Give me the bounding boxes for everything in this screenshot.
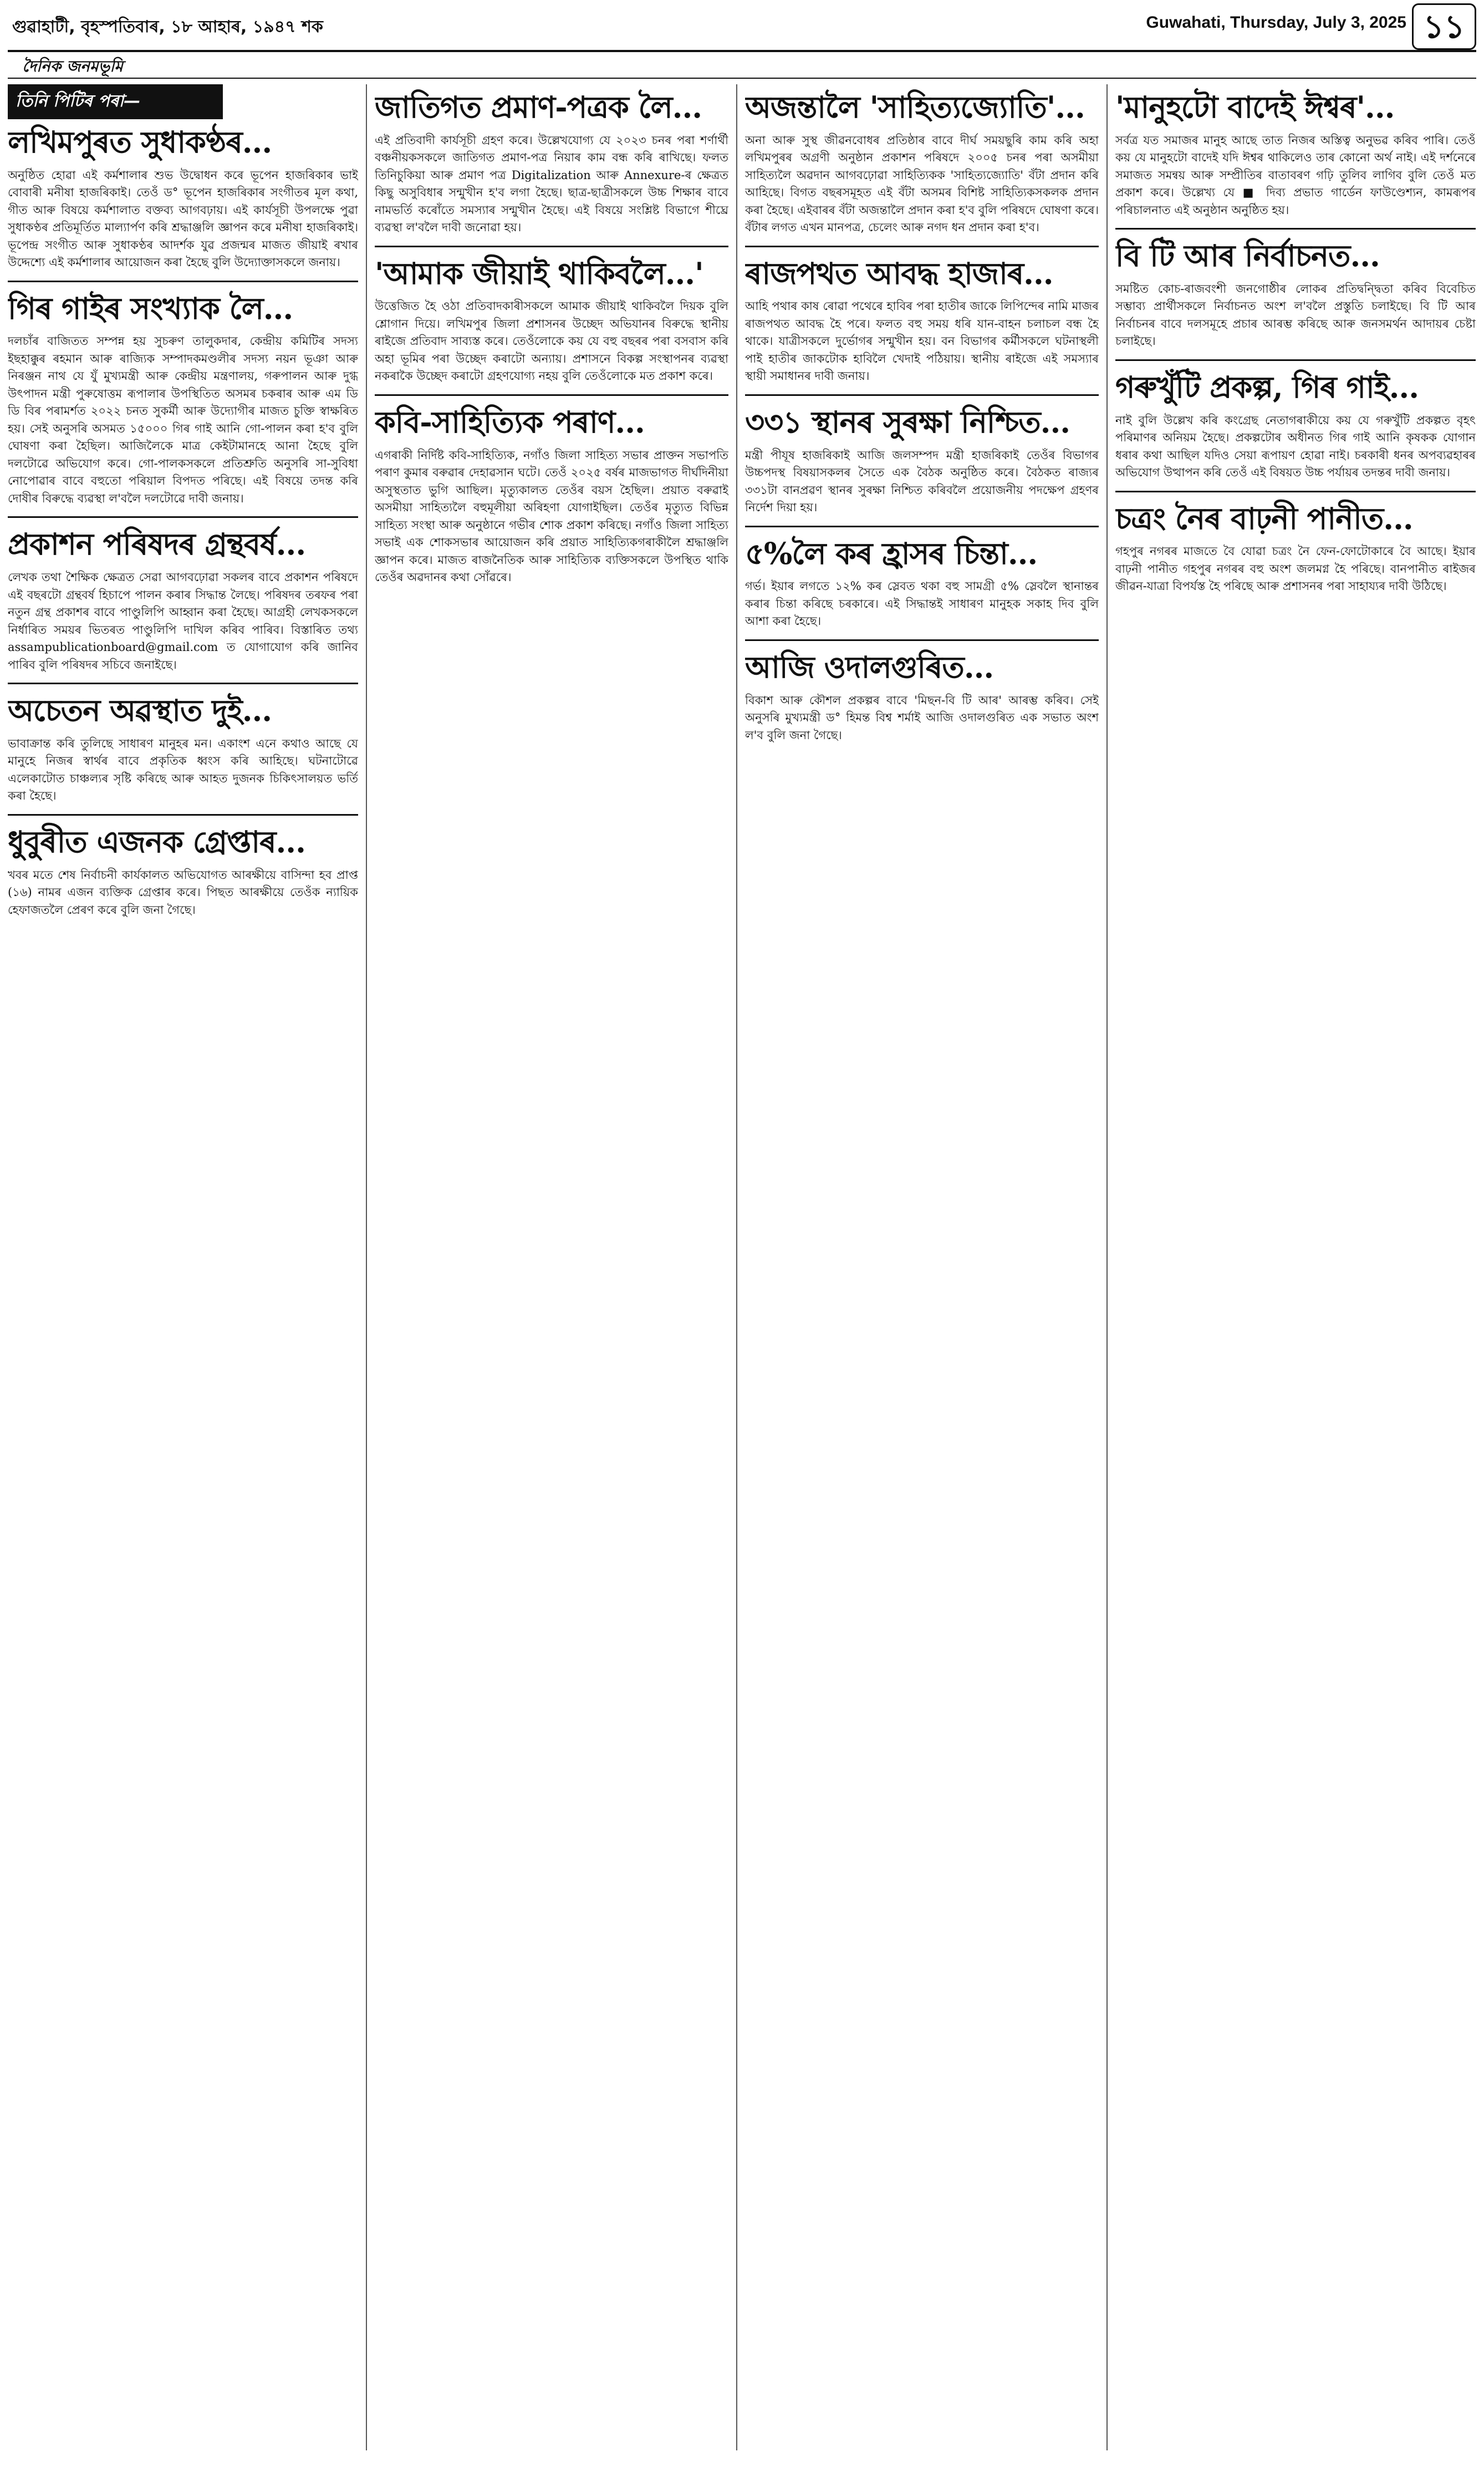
headline-sahityajyoti: অজন্তালৈ 'সাহিত্যজ্যোতি'... (745, 89, 1085, 125)
article-body-let-us-live: উত্তেজিত হৈ ওঠা প্ৰতিবাদকাৰীসকলে আমাক জীয়াই থাকিবলৈ দিয়ক বুলি শ্লোগান দিয়ে। লখিমপুৰ জিলা প্ৰশাসনৰ উচ্ছেদ অভিযানৰ বিৰুদ্ধে স্থানীয় ৰাইজে প্ৰতিবাদ সাব্যস্ত কৰে। তেওঁলোকে কয় যে বহু বছৰৰ পৰা বসবাস কৰি অহা ভূমিৰ পৰা উচ্ছেদ কৰাটো অন্যায়। প্ৰশাসনে বিকল্প সংস্থাপনৰ ব্যৱস্থা নকৰাকৈ উচ্ছেদ কৰাটো গ্ৰহণযোগ্য নহয় বুলি তেওঁলোকে মত প্ৰকাশ কৰে। (375, 299, 728, 383)
article-body-publication-board: লেখক তথা শৈক্ষিক ক্ষেত্ৰত সেৱা আগবঢ়োৱা সকলৰ বাবে প্ৰকাশন পৰিষদে এই বছৰটো গ্ৰন্থবৰ্ষ হিচাপে পালন কৰাৰ সিদ্ধান্ত লৈছে। পৰিষদৰ তৰফৰ পৰা নতুন গ্ৰন্থ প্ৰকাশৰ বাবে পাণ্ডুলিপি আহ্বান কৰা হৈছে। আগ্ৰহী লেখকসকলে নিৰ্ধাৰিত সময়ৰ ভিতৰত পাণ্ডুলিপি দাখিল কৰিব পাৰিব। বিস্তাৰিত তথ্য assampublicationboard@gmail.com ত যোগাযোগ কৰি জানিব পাৰিব বুলি পৰিষদৰ সচিবে জনাইছে। (8, 571, 358, 672)
article-body-331-sites: মন্ত্ৰী পীযূষ হাজৰিকাই আজি জলসম্পদ মন্ত্ৰী হাজৰিকাই তেওঁৰ বিভাগৰ উচ্চপদস্থ বিষয়াসকলৰ সৈতে এক বৈঠক অনুষ্ঠিত কৰে। বৈঠকত ৰাজ্যৰ ৩৩১টা বানপ্ৰৱণ স্থানৰ সুৰক্ষা নিশ্চিত কৰিবলৈ প্ৰয়োজনীয় পদক্ষেপ গ্ৰহণৰ নিৰ্দেশ দিয়া হয়। (745, 448, 1099, 515)
article-body-poet-paran: এগৰাকী নিৰ্দিষ্ট কবি-সাহিত্যিক, নগাঁও জিলা সাহিত্য সভাৰ প্ৰাক্তন সভাপতি পৰাণ কুমাৰ বৰুৱাৰ দেহাৱসান ঘটে। তেওঁ ২০২৫ বৰ্ষৰ মাজভাগত দীৰ্ঘদিনীয়া অসুস্থতাত ভুগি আছিল। মৃত্যুকালত তেওঁৰ বয়স হৈছিল। প্ৰয়াত বৰুৱাই অসমীয়া সাহিত্যলৈ বহুমূলীয়া অৰিহণা যোগাইছিল। তেওঁৰ মৃত্যুত বিভিন্ন সাহিত্য সংস্থা আৰু অনুষ্ঠানে গভীৰ শোক প্ৰকাশ কৰিছে। নগাঁও জিলা সাহিত্য সভাই এক শোকসভাৰ আয়োজন কৰি প্ৰয়াত সাহিত্যিকগৰাকীলৈ শ্ৰদ্ধাঞ্জলি জ্ঞাপন কৰে। মাজত ৰাজনৈতিক আৰু সাহিত্যিক ব্যক্তিসকলে উপস্থিত থাকি তেওঁৰ অৱদানৰ কথা সোঁৱৰে। (375, 448, 728, 584)
headline-human-over-god: 'মানুহটো বাদেই ঈশ্বৰ'... (1115, 89, 1395, 125)
column-1 (8, 84, 358, 2450)
column-divider (736, 84, 737, 2450)
headline-poet-paran: কবি-সাহিত্যিক পৰাণ... (375, 404, 645, 440)
headline-gir-cows-count: গিৰ গাইৰ সংখ্যাক লৈ... (8, 290, 293, 326)
article-body-btr-election: সমষ্টিত কোচ-ৰাজবংশী জনগোষ্ঠীৰ লোকৰ প্ৰতিদ্বন্দ্বিতা কৰিব বিবেচিত সম্ভাব্য প্ৰাৰ্থীসকলে নিৰ্বাচনত অংশ ল'বলৈ প্ৰস্তুতি চলাইছে। বি টি আৰ নিৰ্বাচনৰ বাবে দলসমূহে প্ৰচাৰ আৰম্ভ কৰিছে আৰু জনসমৰ্থন আদায়ৰ চেষ্টা চলাইছে। (1115, 282, 1476, 348)
article-body-udalguri-today: বিকাশ আৰু কৌশল প্ৰকল্পৰ বাবে 'মিছন-বি টি আৰ' আৰম্ভ কৰিব। সেই অনুসৰি মুখ্যমন্ত্ৰী ড° হিমন্ত বিশ্ব শৰ্মাই আজি ওদালগুৰিত এক সভাত অংশ ল'ব বুলি জনা গৈছে। (745, 693, 1099, 742)
headline-udalguri-today: আজি ওদালগুৰিত... (745, 649, 994, 685)
article-body-two-unconscious: ভাবাক্ৰান্ত কৰি তুলিছে সাধাৰণ মানুহৰ মন। একাংশ এনে কথাও আছে যে মানুহে নিজৰ স্বাৰ্থৰ বাবে প্ৰকৃতিক ধ্বংস কৰি আহিছে। ঘটনাটোৱে এলেকাটোত চাঞ্চল্যৰ সৃষ্টি কৰিছে আৰু আহত দুজনক চিকিৎসালয়ত ভৰ্তি কৰা হৈছে। (8, 736, 358, 803)
headline-tax-cut: ৫%লৈ কৰ হ্ৰাসৰ চিন্তা... (745, 535, 1038, 571)
headline-331-sites: ৩৩১ স্থানৰ সুৰক্ষা নিশ্চিত... (745, 404, 1070, 440)
article-body-human-over-god: সৰ্বত্ৰ যত সমাজৰ মানুহ আছে তাত নিজৰ অস্তিত্ব অনুভৱ কৰিব পাৰি। তেওঁ কয় যে মানুহটো বাদেই যদি ঈশ্বৰ থাকিলেও তাৰ কোনো অৰ্থ নাই। এই দৰ্শনেৰে সমাজত সমন্বয় আৰু সম্প্ৰীতিৰ বাতাবৰণ গঢ়ি তুলিব লাগিব বুলি তেওঁ মত প্ৰকাশ কৰে। উল্লেখ্য যে ■ দিব্য প্ৰভাত গাৰ্ডেন ফাউণ্ডেশ্যন, কামৰূপৰ পৰিচালনাত এই অনুষ্ঠান অনুষ্ঠিত হয়। (1115, 133, 1476, 217)
headline-highway-stranded: ৰাজপথত আবদ্ধ হাজাৰ... (745, 255, 1053, 291)
masthead-date-assamese: গুৱাহাটী, বৃহস্পতিবাৰ, ১৮ আহাৰ, ১৯৪৭ শক (12, 17, 323, 37)
masthead-rule (8, 50, 1476, 52)
headline-chatrang-flood: চত্ৰং নৈৰ বাঢ়নী পানীত... (1115, 500, 1413, 536)
article-body-garukhuti-project: নাই বুলি উল্লেখ কৰি কংগ্ৰেছ নেতাগৰাকীয়ে কয় যে গৰুখুঁটি প্ৰকল্পত বৃহৎ পৰিমাণৰ অনিয়ম হৈছে। প্ৰকল্পটোৰ অধীনত গিৰ গাই আনি কৃষকক যোগান ধৰাৰ কথা আছিল যদিও সেয়া ৰূপায়ণ হোৱা নাই। চৰকাৰী ধনৰ অপব্যৱহাৰৰ অভিযোগ উত্থাপন কৰি তেওঁ এই বিষয়ত উচ্চ পৰ্যায়ৰ তদন্তৰ দাবী জনায়। (1115, 413, 1476, 480)
article-body-caste-certificate: এই প্ৰতিবাদী কাৰ্যসূচী গ্ৰহণ কৰে। উল্লেখযোগ্য যে ২০২৩ চনৰ পৰা শৰ্ণাৰ্থী বঞ্চনীয়কসকলে জাতিগত প্ৰমাণ-পত্ৰ নিয়াৰ কাম বন্ধ কৰি ৰাখিছে। ফলত তিনিচুকিয়া আৰু প্ৰমাণ পত্ৰ Digitalization আৰু Annexure-ৰ ক্ষেত্ৰত কিছু অসুবিধাৰ সন্মুখীন হ'ব লগা হৈছে। ছাত্ৰ-ছাত্ৰীসকলে উচ্চ শিক্ষাৰ বাবে নামভৰ্তি কৰোঁতে সমস্যাৰ সন্মুখীন হৈছে। এই বিষয়ে সংশ্লিষ্ট বিভাগে শীঘ্ৰে ব্যৱস্থা ল'বলৈ দাবী জনোৱা হয়। (375, 133, 728, 235)
headline-garukhuti-project: গৰুখুঁটি প্ৰকল্প, গিৰ গাই... (1115, 369, 1419, 405)
headline-let-us-live: 'আমাক জীয়াই থাকিবলৈ...' (375, 255, 703, 291)
column-divider (1106, 84, 1108, 2450)
column-divider (366, 84, 367, 2450)
article-body-tax-cut: গৰ্ভ। ইয়াৰ লগতে ১২% কৰ স্লেবত থকা বহু সামগ্ৰী ৫% স্লেবলৈ স্থানান্তৰ কৰাৰ চিন্তা কৰিছে চৰকাৰে। এই সিদ্ধান্তই সাধাৰণ মানুহক সকাহ দিব বুলি আশা কৰা হৈছে। (745, 579, 1099, 628)
column-2 (375, 84, 728, 2450)
article-body-dhubri-arrest: খবৰ মতে শেষ নিৰ্বাচনী কাৰ্যকালত অভিযোগত আৰক্ষীয়ে বাসিন্দা হব প্ৰাপ্ত (১৬) নামৰ এজন ব্যক্তিক গ্ৰেপ্তাৰ কৰে। পিছত আৰক্ষীয়ে তেওঁক ন্যায়িক হেফাজতলৈ প্ৰেৰণ কৰে বুলি জনা গৈছে। (8, 868, 358, 917)
column-3 (745, 84, 1099, 2450)
masthead-date-english: Guwahati, Thursday, July 3, 2025 (1146, 13, 1406, 32)
article-body-gir-cows-count: দলচাঁৰ বাজিতত সম্পন্ন হয় সুচৰুণ তালুকদাৰ, কেন্দ্ৰীয় কমিটিৰ সদস্য ইছহাক্কুৰ ৰহমান আৰু ৰাজ্যিক সম্পাদকমণ্ডলীৰ সদস্য নয়ন ভূঞা আৰু নিৰঞ্জন নাথ যে যুঁ মুখ্যমন্ত্ৰী আৰু কেন্দ্ৰীয় মন্ত্ৰণালয়, গৰুপালন আৰু দুগ্ধ উৎপাদন মন্ত্ৰী পুৰুষোত্তম ৰূপালাৰ উপস্থিতিত অসমৰ চকৰাৰ আৰু এম ডি ডি বিৰ পৰামৰ্শত ২০২২ চনত সুকৰ্মী আৰু উদ্যোগীৰ মাজত চুক্তি স্বাক্ষৰিত হয়। সেই অনুসৰি অসমত ১৫০০০ গিৰ গাই আনি গো-পালন কৰা হ'ব বুলি ঘোষণা কৰা হৈছিল। আজিলৈকে মাত্ৰ কেইটামানহে আনা হৈছে বুলি দলটোৱে অভিযোগ কৰে। গো-পালকসকলে প্ৰতিশ্ৰুতি অনুসৰি সা-সুবিধা নোপোৱাৰ বাবে বহুতো পৰিয়াল বিপদত পৰিছে। এই বিষয়ে তদন্ত কৰি দোষীৰ বিৰুদ্ধে ব্যৱস্থা ল'বলৈ দলটোৱে দাবী জনায়। (8, 334, 358, 505)
page-number: ১১ (1412, 3, 1476, 50)
newspaper-brand-bar (8, 55, 1476, 79)
article-body-highway-stranded: আহি পথাৰ কাষ ৰোৱা পথেৰে হাবিৰ পৰা হাতীৰ জাকে লিপিন্দেৰ নামি মাজৰ ৰাজপথত আবদ্ধ হৈ পৰে। ফলত বহু সময় ধৰি যান-বাহন চলাচল বন্ধ হৈ থাকে। যাত্ৰীসকলে দুৰ্ভোগৰ সন্মুখীন হয়। বন বিভাগৰ কৰ্মীসকলে ঘটনাস্থলী পাই হাতীৰ জাকটোক হাবিলৈ খেদাই পঠিয়ায়। স্থানীয় ৰাইজে এই সমস্যাৰ স্থায়ী সমাধানৰ দাবী জনায়। (745, 299, 1099, 383)
headline-publication-board: প্ৰকাশন পৰিষদৰ গ্ৰন্থবৰ্ষ... (8, 526, 306, 562)
article-body-lakhimpur: অনুষ্ঠিত হোৱা এই কৰ্মশালাৰ শুভ উদ্বোধন কৰে ভূপেন হাজৰিকাৰ ভাই বোবাৰী মনীষা হাজৰিকাই। তেওঁ ড° ভূপেন হাজৰিকাৰ সংগীতৰ মূল কথা, গীত আৰু বিষয়ে কৰ্মশালাত বক্তব্য আগবঢ়ায়। এই কাৰ্যসূচী উপলক্ষে পুৱা সুধাকণ্ঠৰ প্ৰতিমূৰ্তিত মাল্যাৰ্পণ কৰি শ্ৰদ্ধাঞ্জলি জ্ঞাপন কৰে মনীষা হাজৰিকাই। ভূপেন্দ্ৰ সংগীত আৰু সুধাকণ্ঠৰ আদৰ্শক যুৱ প্ৰজন্মৰ মাজত জীয়াই ৰখাৰ উদ্দেশ্যে এই কৰ্মশালাৰ আয়োজন কৰা হৈছে বুলি উদ্যোক্তাসকলে জনায়। (8, 168, 358, 269)
headline-lakhimpur: লখিমপুৰত সুধাকণ্ঠৰ... (8, 124, 272, 160)
newspaper-brand: দৈনিক জনমভূমি (22, 57, 123, 75)
headline-two-unconscious: অচেতন অৱস্থাত দুই... (8, 693, 272, 729)
headline-btr-election: বি টি আৰ নিৰ্বাচনত... (1115, 238, 1380, 274)
article-body-sahityajyoti: অনা আৰু সুস্থ জীৱনবোধৰ প্ৰতিষ্ঠাৰ বাবে দীৰ্ঘ সময়ছুৰি কাম কৰি অহা লখিমপুৰৰ অগ্ৰণী অনুষ্ঠান প্ৰকাশন পৰিষদে ২০০৫ চনৰ পৰা অসমীয়া সাহিত্যলৈ অৱদান আগবঢ়োৱা সাহিত্যিকক 'সাহিত্যজ্যোতি' বঁটা প্ৰদান কৰি আহিছে। বিগত বছৰসমূহত এই বঁটা অসমৰ বিশিষ্ট সাহিত্যিকসকলক প্ৰদান কৰা হৈছে। এইবাৰৰ বঁটা অজন্তালৈ প্ৰদান কৰা হ'ব বুলি পৰিষদে ঘোষণা কৰে। বঁটাৰ লগত এখন মানপত্ৰ, চেলেং আৰু নগদ ধন প্ৰদান কৰা হ'ব। (745, 133, 1099, 235)
article-body-chatrang-flood: গহপুৰ নগৰৰ মাজতে বৈ যোৱা চত্ৰং নৈ ফেন-ফোটোকাৰে বৈ আছে। ইয়াৰ বাঢ়নী পানীত গহপুৰ নগৰৰ বহু অংশ জলমগ্ন হৈ পৰিছে। বানপানীত ৰাইজৰ জীৱন-যাত্ৰা বিপৰ্যস্ত হৈ পৰিছে আৰু প্ৰশাসনৰ পৰা সাহায্যৰ দাবী উঠিছে। (1115, 545, 1476, 593)
headline-caste-certificate: জাতিগত প্ৰমাণ-পত্ৰক লৈ... (375, 89, 702, 125)
headline-dhubri-arrest: ধুবুৰীত এজনক গ্ৰেপ্তাৰ... (8, 823, 305, 859)
continuation-kicker: তিনি পিটিৰ পৰা— (8, 84, 223, 119)
column-4 (1115, 84, 1476, 2450)
